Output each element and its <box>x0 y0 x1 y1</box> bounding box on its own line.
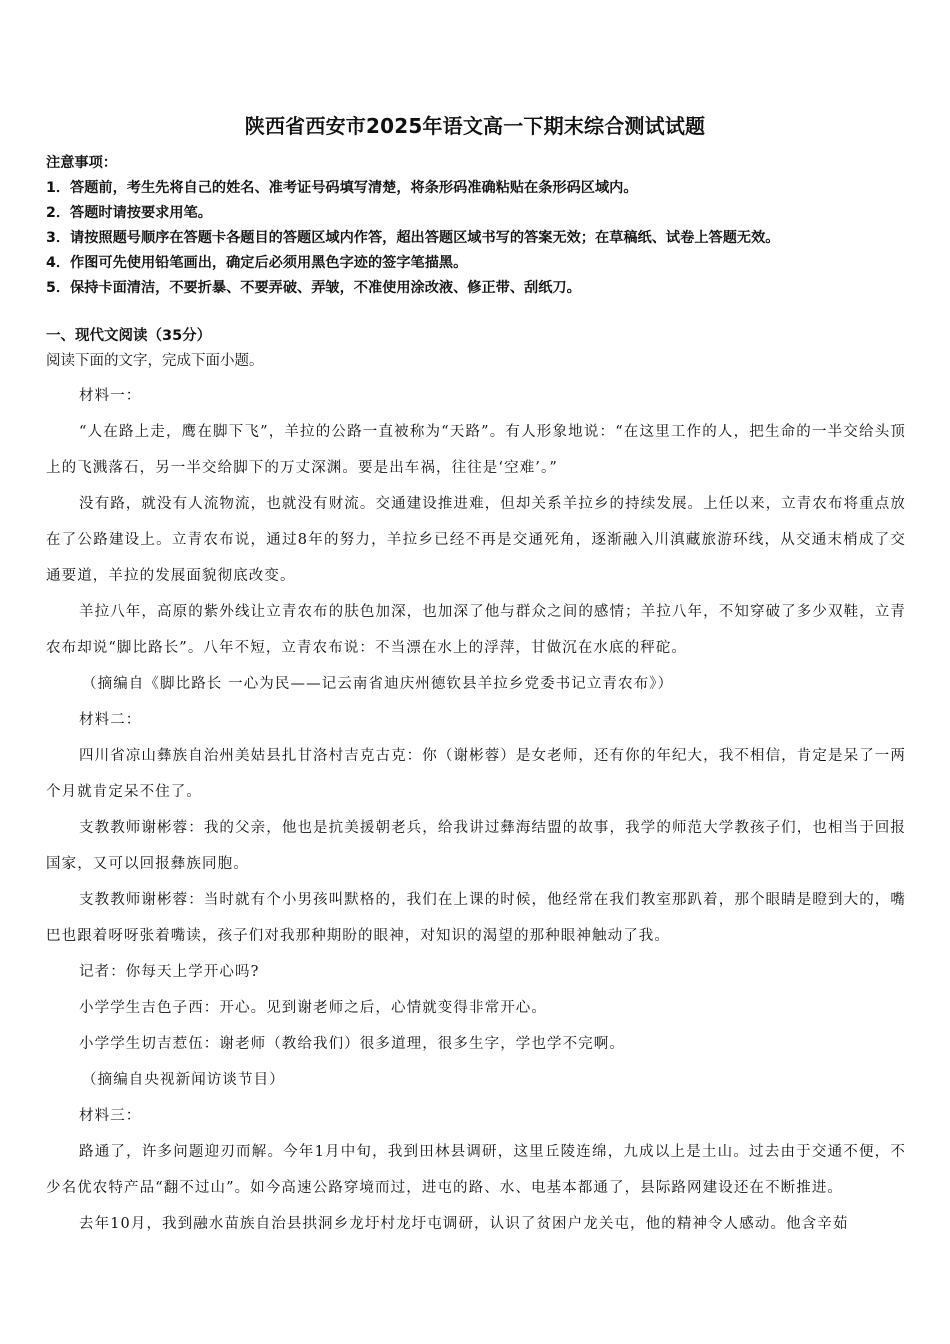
page-title: 陕西省西安市2025年语文高一下期末综合测试试题 <box>244 114 706 138</box>
paragraph: 支教教师谢彬蓉：当时就有个小男孩叫默格的，我们在上课的时候，他经常在我们教室那趴着，那个眼睛是瞪到大的，嘴巴也跟着呀呀张着嘴读，孩子们对我那种期盼的眼神，对知识的渴望的那种眼神触动了我。 <box>46 892 906 944</box>
notes-heading: 注意事项： <box>46 155 117 171</box>
paragraph: 小学学生切吉惹伍：谢老师（教给我们）很多道理，很多生字，学也学不完啊。 <box>79 1036 625 1052</box>
material-label: 材料三： <box>79 1108 142 1124</box>
note-item: 4．作图可先使用铅笔画出，确定后必须用黑色字迹的签字笔描黑。 <box>46 255 468 271</box>
notes-block <box>46 151 916 301</box>
paragraph: 四川省凉山彝族自治州美姑县扎甘洛村吉克古克：你（谢彬蓉）是女老师，还有你的年纪大，我不相信，肯定是呆了一两个月就肯定呆不住了。 <box>46 748 906 800</box>
material-label: 材料一： <box>79 388 142 404</box>
paragraph: 记者：你每天上学开心吗? <box>79 964 260 980</box>
paragraph: 羊拉八年，高原的紫外线让立青农布的肤色加深，也加深了他与群众之间的感情；羊拉八年，不知穿破了多少双鞋，立青农布却说“脚比路长”。八年不短，立青农布说：不当漂在水上的浮萍，甘做沉在水底的秤砣。 <box>46 604 906 656</box>
paragraph: 没有路，就没有人流物流，也就没有财流。交通建设推进难，但却关系羊拉乡的持续发展。上任以来，立青农布将重点放在了公路建设上。立青农布说，通过8年的努力，羊拉乡已经不再是交通死角，逐渐融入川滇藏旅游环线，从交通末梢成了交通要道，羊拉的发展面貌彻底改变。 <box>46 496 906 584</box>
paragraph: 路通了，许多问题迎刃而解。今年1月中旬，我到田林县调研，这里丘陵连绵，九成以上是土山。过去由于交通不便，不少名优农特产品“翻不过山”。如今高速公路穿境而过，进屯的路、水、电基本都通了，县际路网建设还在不断推进。 <box>46 1144 906 1196</box>
source-citation: （摘编自央视新闻访谈节目） <box>82 1072 285 1088</box>
note-item: 1．答题前，考生先将自己的姓名、准考证号码填写清楚，将条形码准确粘贴在条形码区域内。 <box>46 180 638 196</box>
section-heading: 一、现代文阅读（35分） <box>46 328 212 344</box>
note-item: 2．答题时请按要求用笔。 <box>46 205 212 221</box>
paragraph: 小学学生吉色子西：开心。见到谢老师之后，心情就变得非常开心。 <box>79 1000 547 1016</box>
paragraph: 去年10月，我到融水苗族自治县拱洞乡龙圩村龙圩屯调研，认识了贫困户龙关屯，他的精神令人感动。他含辛茹 <box>79 1216 849 1232</box>
note-item: 5．保持卡面清洁，不要折暴、不要弄破、弄皱，不准使用涂改液、修正带、刮纸刀。 <box>46 280 581 296</box>
source-citation: （摘编自《脚比路长 一心为民——记云南省迪庆州德钦县羊拉乡党委书记立青农布》） <box>82 676 674 692</box>
reading-passage <box>46 378 906 1242</box>
paragraph: 支教教师谢彬蓉：我的父亲，他也是抗美援朝老兵，给我讲过彝海结盟的故事，我学的师范大学教孩子们，也相当于回报国家，又可以回报彝族同胞。 <box>46 820 906 872</box>
material-label: 材料二： <box>79 712 142 728</box>
note-item: 3．请按照题号顺序在答题卡各题目的答题区域内作答，超出答题区域书写的答案无效；在草稿纸、试卷上答题无效。 <box>46 230 780 246</box>
paragraph: “人在路上走，鹰在脚下飞”，羊拉的公路一直被称为“天路”。有人形象地说：“在这里工作的人，把生命的一半交给头顶上的飞溅落石，另一半交给脚下的万丈深渊。要是出车祸，往往是‘空难’。” <box>46 424 906 476</box>
section-intro: 阅读下面的文字，完成下面小题。 <box>46 353 264 369</box>
